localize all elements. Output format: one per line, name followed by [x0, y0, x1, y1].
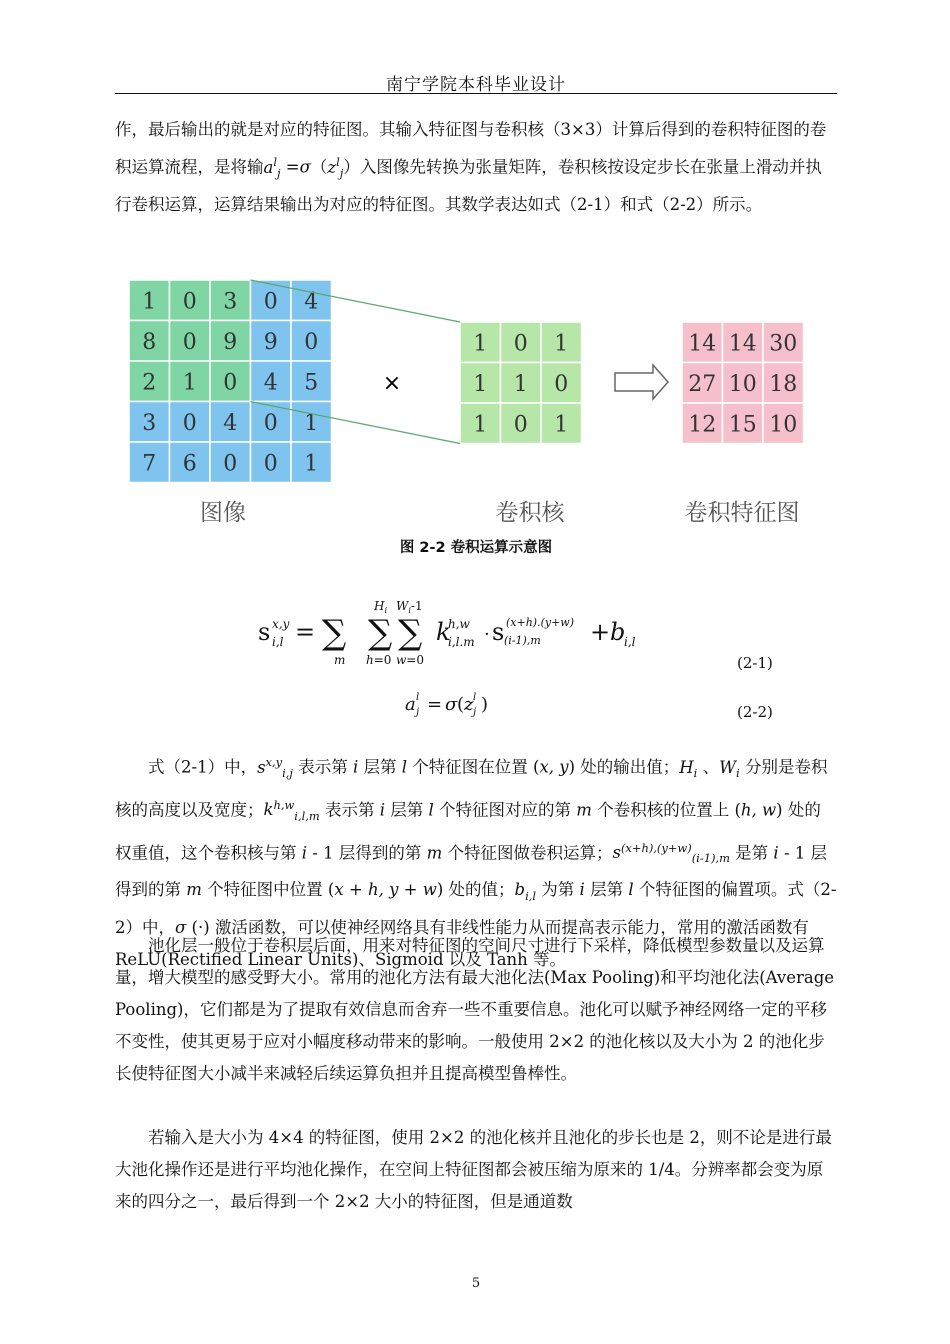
image-matrix-value: 8	[142, 329, 157, 355]
figure-caption: 图 2-2 卷积运算示意图	[399, 540, 553, 556]
image-matrix	[129, 280, 332, 483]
kernel-matrix-value: 1	[513, 371, 528, 397]
svg-text:σ: σ	[445, 694, 458, 715]
svg-text:∑: ∑	[322, 613, 347, 653]
svg-text:Wi-1: $W_i-1$	[396, 599, 423, 615]
image-matrix-value: 0	[223, 451, 238, 477]
page-header-title: 南宁学院本科毕业设计	[386, 75, 566, 95]
label-image: 图像	[200, 500, 246, 526]
image-matrix-value: 6	[182, 451, 197, 477]
svg-text:h,w: h,w	[448, 617, 470, 631]
paragraph-2: 式（2-1）中，$s^{x,y}_{i,j}$ 表示第 i 层第 l 个特征图在位置 (x, y) 处的输出值；$H_i$ 、$W_i$ 分别是卷积核的高度以及宽度；$k^{h,w}_{i,l,m}$ 表示第 i 层第 l 个特征图对应的第 m 个卷积核的位置上 (h, w) 处的权重值，这个卷积核与第 i - 1 层得到的第 m 个特征图做卷积运算；$s^{(x+h),(y+w)}_{(i-1),m}$ 是第 i - 1 层得到的第 m 个特征图中位置 (x + h, y + w) 处的值；$b_{i,l}$ 为第 i 层第 l 个特征图的偏置项。式（2-2）中，σ (·) 激活函数，可以使神经网络具有非线性能力从而提高表示能力，常用的激活函数有 ReLU(Rectified Linear Units)、Sigmoid 以及 Tanh 等。	[115, 755, 837, 969]
svg-text:m: m	[334, 653, 346, 667]
feature-matrix-value: 18	[769, 371, 798, 397]
svg-text:a: a	[405, 694, 416, 715]
svg-text:∑: ∑	[368, 613, 393, 653]
image-matrix-value: 1	[182, 370, 197, 396]
label-feature-map: 卷积特征图	[684, 500, 800, 526]
svg-text:s: s	[258, 618, 271, 646]
image-matrix-value: 9	[223, 329, 238, 355]
feature-matrix-value: 30	[769, 331, 798, 357]
equation-number-2: (2-2)	[737, 703, 773, 721]
svg-text:=: =	[295, 618, 316, 646]
svg-text:k: k	[436, 618, 451, 646]
image-matrix-value: 4	[223, 410, 238, 436]
svg-text:x,y: x,y	[272, 617, 290, 631]
image-matrix-value: 0	[182, 289, 197, 315]
image-matrix-value: 1	[304, 451, 319, 477]
svg-text:): )	[481, 694, 489, 715]
svg-text:i,l: i,l	[272, 635, 284, 649]
header-rule	[115, 93, 837, 94]
svg-text:∑: ∑	[398, 613, 423, 653]
equation-2-1	[250, 592, 650, 672]
image-matrix-value: 0	[182, 329, 197, 355]
image-matrix-value: 0	[223, 370, 238, 396]
kernel-matrix-value: 1	[554, 412, 569, 438]
image-matrix-value: 4	[263, 370, 278, 396]
image-matrix-value: 0	[263, 289, 278, 315]
image-matrix-value: 0	[263, 451, 278, 477]
feature-matrix-value: 12	[688, 412, 717, 438]
paragraph-1: 作，最后输出的就是对应的特征图。其输入特征图与卷积核（3×3）计算后得到的卷积特征图的卷积运算流程，是将输$a^l_j =\sigma(z^l_j)$入图像先转换为张量矩阵，卷积核按设定步长在张量上滑动并执行卷积运算，运算结果输出为对应的特征图。其数学表达如式（2-1）和式（2-2）所示。	[115, 120, 827, 214]
kernel-matrix-value: 1	[473, 412, 488, 438]
image-matrix-value: 0	[263, 410, 278, 436]
equation-2-2	[403, 688, 503, 724]
svg-text:Hi: $H_i$	[374, 599, 388, 615]
paragraph-3: 池化层一般位于卷积层后面，用来对特征图的空间尺寸进行下采样，降低模型参数量以及运算量，增大模型的感受野大小。常用的池化方法有最大池化法(Max Pooling)和平均池化法(Average Pooling)，它们都是为了提取有效信息而舍弃一些不重要信息。池化可以赋予神经网络一定的平移不变性，使其更易于应对小幅度移动带来的影响。一般使用 2×2 的池化核以及大小为 2 的池化步长使特征图大小减半来减轻后续运算负担并且提高模型鲁棒性。	[115, 936, 835, 1083]
kernel-matrix-value: 0	[513, 331, 528, 357]
convolution-figure	[125, 272, 815, 527]
page-number: 5	[471, 1276, 481, 1291]
multiply-symbol: ×	[382, 371, 402, 396]
kernel-matrix-value: 1	[554, 331, 569, 357]
feature-matrix-value: 15	[728, 412, 757, 438]
image-matrix-value: 4	[304, 289, 319, 315]
image-matrix-value: 2	[142, 370, 157, 396]
svg-text:l: l	[473, 692, 477, 703]
kernel-matrix-value: 0	[554, 371, 569, 397]
svg-text:j: j	[473, 707, 477, 718]
svg-text:b: b	[610, 618, 626, 646]
svg-text:s: s	[492, 618, 505, 646]
kernel-matrix	[460, 322, 582, 444]
svg-text:i,l.m: i,l.m	[448, 635, 475, 649]
svg-text:j: j	[416, 707, 420, 718]
image-matrix-value: 5	[304, 370, 319, 396]
svg-text:h=0: h=0	[366, 653, 392, 667]
equation-number-1: (2-1)	[737, 654, 773, 672]
feature-matrix	[682, 322, 804, 444]
svg-text:(: (	[457, 694, 465, 715]
feature-matrix-value: 14	[688, 331, 717, 357]
svg-text:·: ·	[484, 624, 490, 645]
image-matrix-value: 1	[142, 289, 157, 315]
image-matrix-value: 3	[142, 410, 157, 436]
label-kernel: 卷积核	[495, 500, 565, 526]
svg-text:z: z	[464, 694, 474, 715]
image-matrix-value: 9	[263, 329, 278, 355]
feature-matrix-value: 14	[728, 331, 757, 357]
arrow-icon	[615, 365, 668, 399]
image-matrix-value: 3	[223, 289, 238, 315]
image-matrix-value: 0	[182, 410, 197, 436]
feature-matrix-value: 27	[688, 371, 717, 397]
svg-text:+: +	[590, 618, 611, 646]
svg-text:i,l: i,l	[624, 635, 636, 649]
svg-text:(x+h).(y+w): (x+h).(y+w)	[506, 616, 575, 629]
svg-text:(i-1),m: (i-1),m	[504, 634, 541, 647]
feature-matrix-value: 10	[769, 412, 798, 438]
image-matrix-value: 1	[304, 410, 319, 436]
feature-matrix-value: 10	[728, 371, 757, 397]
paragraph-4: 若输入是大小为 4×4 的特征图，使用 2×2 的池化核并且池化的步长也是 2，则不论是进行最大池化操作还是进行平均池化操作，在空间上特征图都会被压缩为原来的 1/4。分辨率都会变为原来的四分之一，最后得到一个 2×2 大小的特征图，但是通道数	[115, 1128, 832, 1211]
image-matrix-value: 0	[304, 329, 319, 355]
kernel-matrix-value: 1	[473, 371, 488, 397]
image-matrix-value: 7	[142, 451, 157, 477]
svg-text:l: l	[416, 692, 420, 703]
kernel-matrix-value: 0	[513, 412, 528, 438]
svg-text:=: =	[427, 694, 443, 715]
kernel-matrix-value: 1	[473, 331, 488, 357]
svg-text:w=0: w=0	[396, 653, 424, 667]
